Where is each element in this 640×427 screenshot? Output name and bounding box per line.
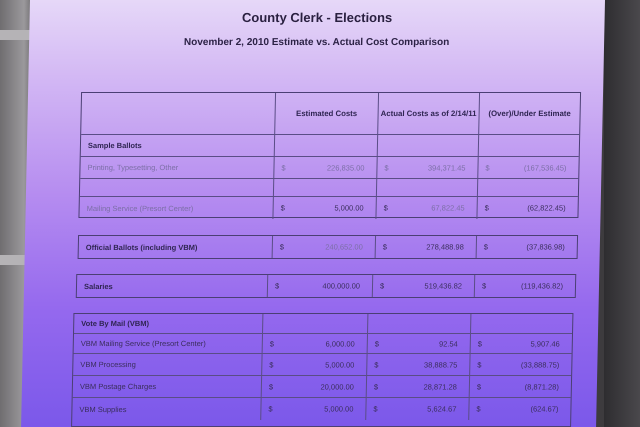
actual-cell — [375, 236, 476, 258]
table-row — [77, 275, 575, 297]
variance-value: (62,822.45) — [527, 203, 566, 213]
header-actual: Actual Costs as of 2/14/11 — [377, 93, 479, 134]
estimated-cell — [267, 275, 372, 297]
variance-cell — [476, 236, 577, 258]
row-label: Salaries — [83, 281, 113, 291]
dollar-sign: $ — [373, 404, 378, 414]
header-blank-cell — [81, 93, 275, 134]
actual-value: 92.54 — [438, 339, 458, 348]
projection-screen — [21, 0, 605, 427]
row-label: VBM Supplies — [79, 404, 127, 414]
table-row — [79, 236, 577, 258]
dollar-sign: $ — [279, 242, 285, 252]
variance-value: (33,888.75) — [520, 360, 560, 369]
dollar-sign: $ — [269, 360, 274, 369]
dollar-sign: $ — [268, 382, 274, 391]
dollar-sign: $ — [476, 404, 481, 414]
estimated-cell — [273, 157, 376, 178]
estimated-cell — [262, 334, 367, 353]
table-row — [74, 334, 572, 354]
empty-cell — [273, 179, 376, 196]
dollar-sign: $ — [484, 203, 489, 213]
dollar-sign: $ — [373, 382, 379, 391]
table-row — [79, 197, 577, 219]
vbm-heading: Vote By Mail (VBM) — [81, 319, 150, 328]
dollar-sign: $ — [485, 163, 490, 172]
dollar-sign: $ — [384, 163, 389, 172]
row-label: Official Ballots (including VBM) — [85, 242, 198, 252]
actual-value: 28,871.28 — [423, 382, 457, 391]
variance-value: 5,907.46 — [530, 339, 560, 348]
empty-cell — [377, 135, 478, 156]
section-heading-row — [74, 314, 572, 334]
section-heading-row — [81, 135, 579, 157]
header-variance: (Over)/Under Estimate — [478, 93, 580, 134]
actual-value: 278,488.98 — [426, 242, 464, 252]
actual-cell — [372, 275, 474, 297]
dollar-sign: $ — [374, 360, 379, 369]
dollar-sign: $ — [374, 339, 380, 348]
dollar-sign: $ — [483, 242, 489, 252]
estimated-cell — [261, 376, 366, 397]
variance-cell — [474, 275, 575, 297]
empty-cell — [262, 314, 367, 333]
dollar-sign: $ — [477, 339, 483, 348]
estimated-cell — [272, 197, 375, 219]
page-subtitle: November 2, 2010 Estimate vs. Actual Cost Comparison — [183, 37, 450, 48]
sample-ballots-heading: Sample Ballots — [87, 141, 142, 150]
actual-cell — [366, 376, 469, 397]
dollar-sign: $ — [274, 281, 280, 291]
dollar-sign: $ — [268, 404, 273, 414]
variance-cell — [476, 197, 577, 219]
variance-cell — [470, 334, 572, 353]
dollar-sign: $ — [382, 242, 388, 252]
dollar-sign: $ — [477, 360, 482, 369]
estimated-value: 5,000.00 — [325, 360, 355, 369]
actual-cell — [375, 197, 476, 219]
actual-value: 67,822.45 — [431, 203, 465, 213]
row-label: Mailing Service (Presort Center) — [86, 203, 194, 213]
estimated-value: 400,000.00 — [322, 281, 361, 291]
vbm-table — [71, 313, 573, 427]
estimated-value: 6,000.00 — [325, 339, 355, 348]
table-row — [73, 354, 571, 376]
actual-value: 394,371.45 — [427, 163, 466, 172]
estimated-cell — [272, 236, 375, 258]
dollar-sign: $ — [476, 382, 482, 391]
actual-cell — [376, 157, 477, 178]
variance-cell — [469, 354, 571, 375]
row-label: VBM Postage Charges — [79, 382, 157, 391]
row-label: VBM Mailing Service (Presort Center) — [80, 339, 206, 348]
salaries-table — [76, 274, 577, 298]
spacer-row — [80, 179, 578, 197]
estimated-value: 5,000.00 — [334, 203, 364, 213]
estimated-value: 240,652.00 — [325, 242, 363, 252]
page-title: County Clerk - Elections — [241, 10, 393, 25]
variance-cell — [469, 376, 571, 397]
empty-cell — [274, 135, 377, 156]
wall-right — [604, 0, 640, 427]
row-label: VBM Processing — [80, 360, 136, 369]
empty-cell — [478, 135, 579, 156]
dollar-sign: $ — [481, 281, 487, 291]
estimated-value: 226,835.00 — [326, 163, 365, 172]
variance-cell — [477, 157, 578, 178]
actual-cell — [366, 354, 469, 375]
sample-ballots-table — [78, 92, 581, 218]
variance-value: (167,536.45) — [523, 163, 567, 172]
variance-value: (8,871.28) — [524, 382, 559, 391]
empty-cell — [477, 179, 578, 196]
header-row — [81, 93, 580, 135]
actual-cell — [365, 398, 468, 420]
official-ballots-table — [78, 235, 579, 259]
dollar-sign: $ — [269, 339, 275, 348]
empty-cell — [376, 179, 477, 196]
variance-value: (624.67) — [530, 404, 559, 414]
empty-cell — [80, 179, 273, 196]
table-row — [73, 376, 571, 398]
actual-value: 38,888.75 — [423, 360, 458, 369]
variance-value: (119,436.82) — [520, 281, 564, 291]
dollar-sign: $ — [281, 163, 286, 172]
estimated-cell — [261, 354, 366, 375]
actual-cell — [367, 334, 470, 353]
actual-value: 519,436.82 — [424, 281, 463, 291]
estimated-cell — [260, 398, 365, 420]
empty-cell — [470, 314, 572, 333]
table-row — [72, 398, 570, 420]
variance-cell — [468, 398, 570, 420]
estimated-value: 5,000.00 — [324, 404, 354, 414]
dollar-sign: $ — [383, 203, 388, 213]
estimated-value: 20,000.00 — [320, 382, 354, 391]
header-estimated: Estimated Costs — [274, 93, 378, 134]
empty-cell — [367, 314, 470, 333]
table-row — [80, 157, 578, 179]
dollar-sign: $ — [379, 281, 385, 291]
actual-value: 5,624.67 — [427, 404, 457, 414]
variance-value: (37,836.98) — [526, 242, 565, 252]
dollar-sign: $ — [280, 203, 285, 213]
row-label: Printing, Typesetting, Other — [87, 163, 179, 172]
